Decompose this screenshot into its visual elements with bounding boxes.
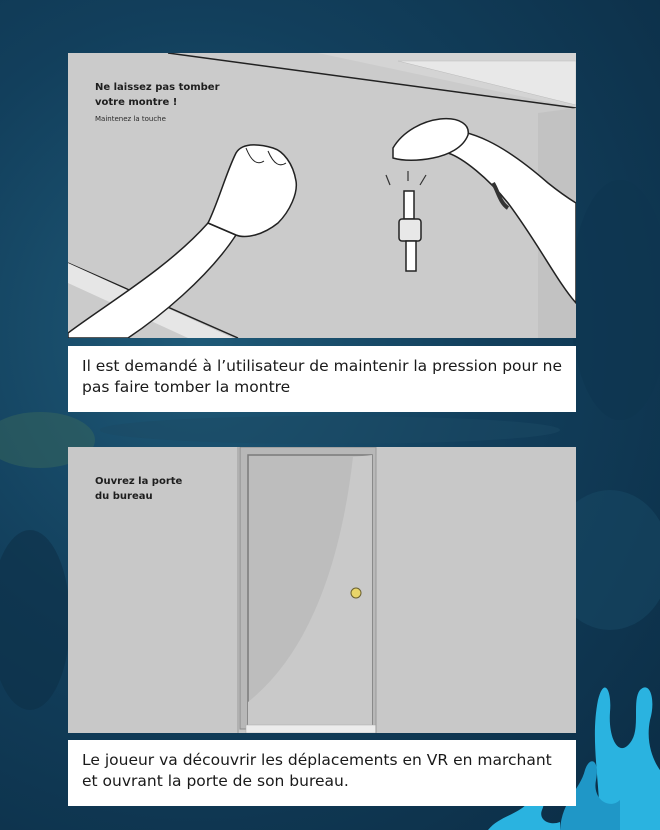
hint-title-line1: Ne laissez pas tomber <box>95 82 220 93</box>
hint-title-line1: Ouvrez la porte <box>95 476 183 487</box>
door-knob-icon <box>351 588 361 598</box>
hint-title-line2: votre montre ! <box>95 97 178 108</box>
storyboard-panel-door <box>68 447 576 733</box>
hint-title-line2: du bureau <box>95 491 153 502</box>
caption-door: Le joueur va découvrir les déplacements en VR en marchant et ouvrant la porte de son bureau. <box>68 740 576 806</box>
hint-title <box>95 80 235 110</box>
storyboard-panel-watch <box>68 53 576 338</box>
falling-watch-icon <box>386 171 426 271</box>
hint-title <box>95 474 235 504</box>
caption-watch: Il est demandé à l’utilisateur de maintenir la pression pour ne pas faire tomber la montre <box>68 346 576 412</box>
office-door-icon <box>248 455 372 725</box>
hint-subtitle: Maintenez la touche <box>95 115 166 123</box>
